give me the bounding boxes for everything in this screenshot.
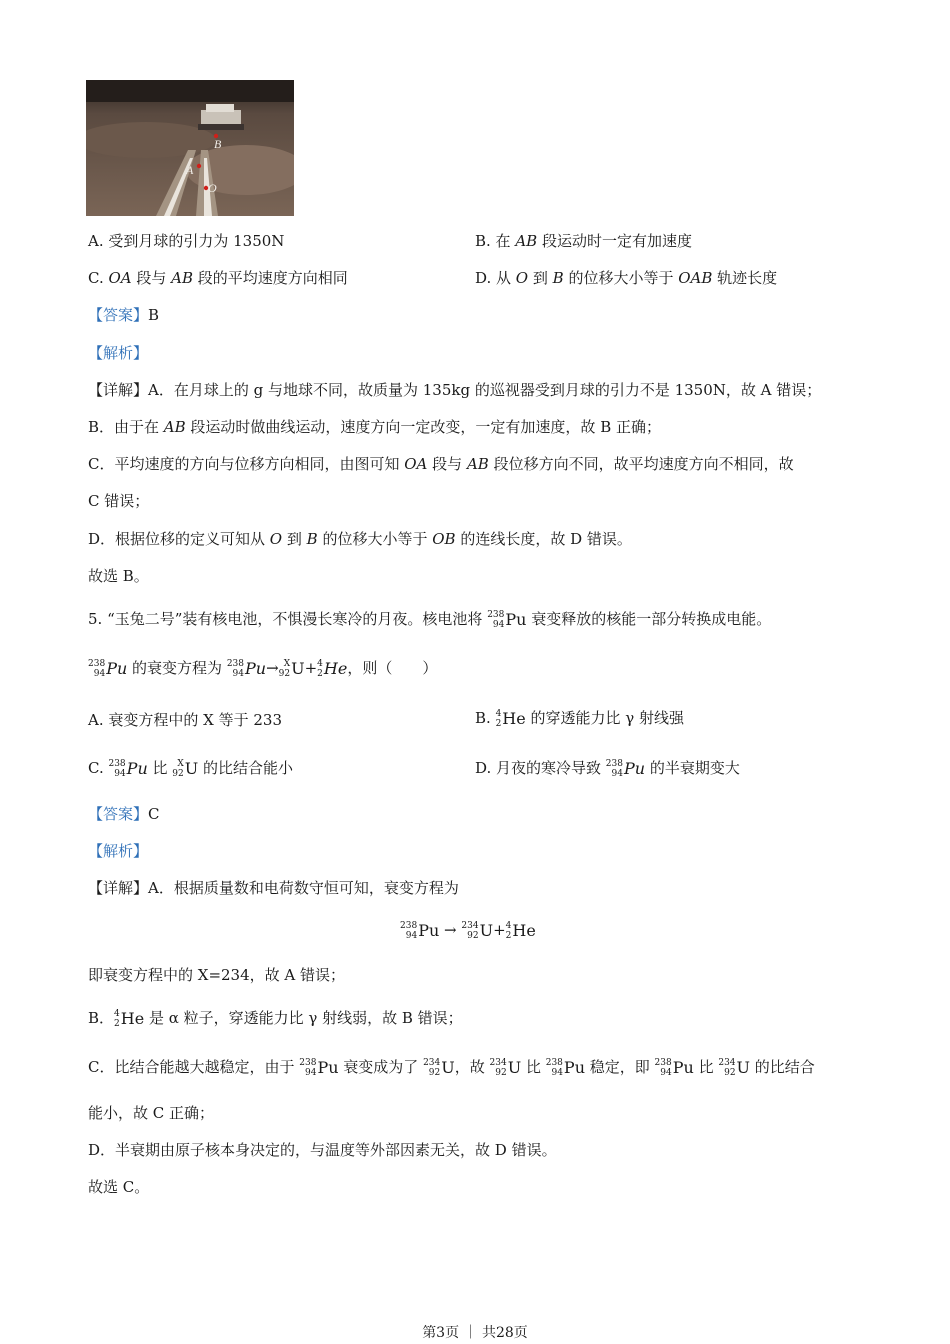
nuclide-u: X 92 U: [278, 659, 305, 679]
q5-decay-equation: 238 94 Pu → 234 92 U + 4 2 He: [400, 921, 536, 941]
nuclide-pu: 238 94 Pu: [545, 1058, 585, 1078]
q5-conclusion: 故选 C。: [88, 1178, 150, 1196]
q5-analysis-tag: 【解析】: [88, 842, 149, 860]
nuclide-u: X 92 U: [172, 759, 199, 779]
q5-option-a: A. 衰变方程中的 X 等于 233: [88, 711, 282, 729]
q5-option-b: B. 4 2 He 的穿透能力比 γ 射线强: [475, 709, 684, 729]
q5-detail-d: D．半衰期由原子核本身决定的，与温度等外部因素无关，故 D 错误。: [88, 1141, 557, 1159]
nuclide-pu: 238 94 Pu: [654, 1058, 694, 1078]
q4-analysis-tag: 【解析】: [88, 344, 149, 362]
photo-label-o: O: [208, 181, 217, 195]
q4-answer: 【答案】B: [88, 306, 160, 324]
nuclide-he: 4 2 He: [114, 1009, 145, 1029]
nuclide-he: 4 2 He: [317, 659, 348, 679]
q4-option-d: D. 从 O 到 B 的位移大小等于 OAB 轨迹长度: [475, 269, 778, 287]
q4-detail-c: C．平均速度的方向与位移方向相同，由图可知 OA 段与 AB 段位移方向不同，故平均速度方向不相同，故: [88, 455, 794, 473]
nuclide-u234: 234 92 U: [423, 1058, 455, 1078]
q4-detail-b: B．由于在 AB 段运动时做曲线运动，速度方向一定改变，一定有加速度，故 B 正确；: [88, 418, 661, 436]
nuclide-he: 4 2 He: [495, 709, 526, 729]
q4-option-c: C. OA 段与 AB 段的平均速度方向相同: [88, 269, 348, 287]
q5-detail-c: C．比结合能越大越稳定，由于 238 94 Pu 衰变成为了 234 92 U ，故 234 92 U 比 238 94 Pu 稳定，即 238 94 Pu 比 234 92 U 的比结合: [88, 1058, 815, 1078]
q5-detail-a: 【详解】A．根据质量数和电荷数守恒可知，衰变方程为: [88, 879, 459, 897]
q4-detail-c-cont: C 错误；: [88, 492, 150, 510]
nuclide-pu: 238 94 Pu: [400, 921, 440, 941]
q5-stem-line2: 238 94 Pu 的衰变方程为 238 94 Pu → X 92 U + 4 2 He ，则（ ）: [88, 659, 438, 679]
q4-option-a: A. 受到月球的引力为 1350N: [88, 232, 285, 250]
nuclide-u234: 234 92 U: [461, 921, 494, 941]
page-footer: 第3页 ｜ 共28页: [422, 1325, 528, 1341]
q4-conclusion: 故选 B。: [88, 567, 149, 585]
lunar-rover-photo: [86, 80, 294, 216]
q4-detail-a: 【详解】A．在月球上的 g 与地球不同，故质量为 135kg 的巡视器受到月球的引力不是 1350N，故 A 错误；: [88, 381, 822, 399]
nuclide-pu: 238 94 Pu: [487, 610, 527, 630]
nuclide-u234: 234 92 U: [489, 1058, 522, 1078]
q5-answer: 【答案】C: [88, 805, 160, 823]
q5-detail-a-cont: 即衰变方程中的 X=234，故 A 错误；: [88, 966, 346, 984]
photo-label-b: B: [214, 137, 222, 151]
nuclide-pu: 238 94 Pu: [299, 1058, 339, 1078]
nuclide-pu: 238 94 Pu: [605, 759, 646, 779]
q5-option-d: D. 月夜的寒冷导致 238 94 Pu 的半衰期变大: [475, 759, 740, 779]
nuclide-pu: 238 94 Pu: [108, 759, 148, 779]
nuclide-he: 4 2 He: [505, 921, 536, 941]
photo-label-a: A: [186, 163, 194, 177]
q5-option-c: C. 238 94 Pu 比 X 92 U 的比结合能小: [88, 759, 294, 779]
nuclide-u234: 234 92 U: [718, 1058, 751, 1078]
q5-stem-line1: 5. “玉兔二号”装有核电池，不惧漫长寒冷的月夜。核电池将 238 94 Pu 衰变释放的核能一部分转换成电能。: [88, 610, 772, 630]
nuclide-pu: 238 94 Pu: [88, 659, 128, 679]
q5-detail-c-cont: 能小，故 C 正确；: [88, 1104, 215, 1122]
nuclide-pu: 238 94 Pu: [226, 659, 267, 679]
q5-detail-b: B． 4 2 He 是 α 粒子，穿透能力比 γ 射线弱，故 B 错误；: [88, 1009, 463, 1029]
q4-option-b: B. 在 AB 段运动时一定有加速度: [475, 232, 692, 250]
q4-detail-d: D．根据位移的定义可知从 O 到 B 的位移大小等于 OB 的连线长度，故 D 错误。: [88, 530, 632, 548]
